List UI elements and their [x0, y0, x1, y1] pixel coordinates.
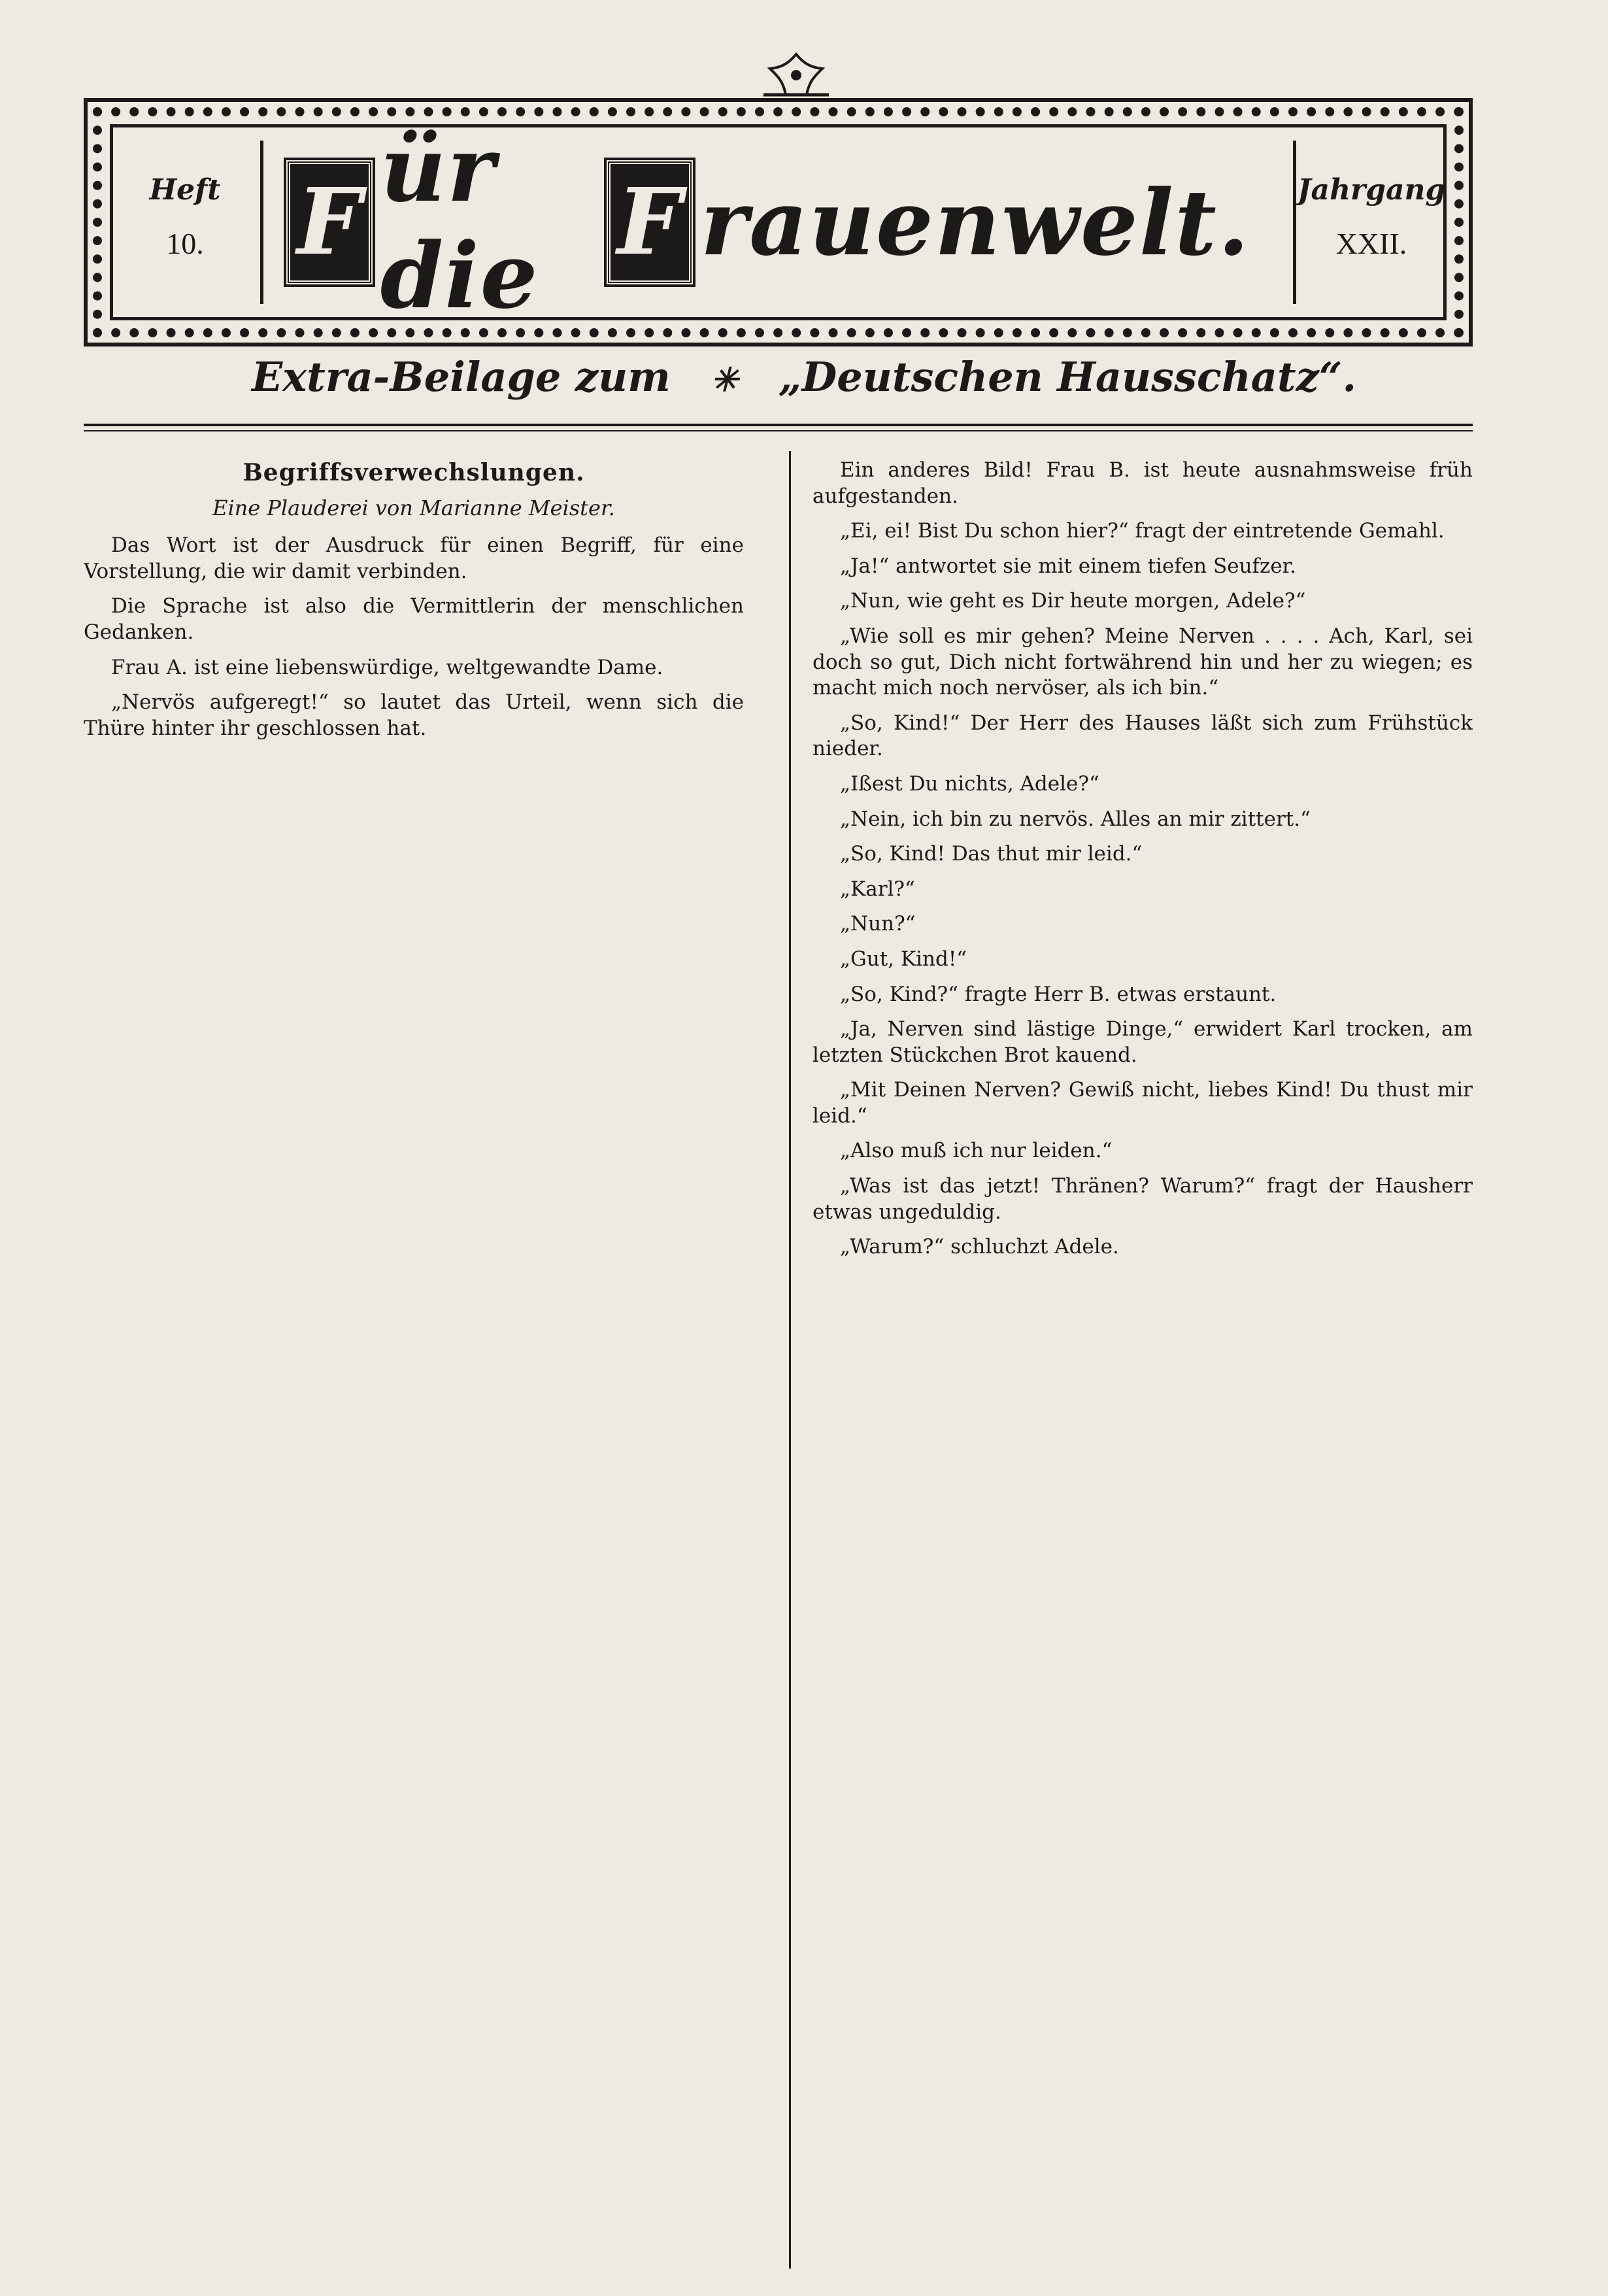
left-column-text [84, 533, 744, 741]
paragraph: Frau A. ist eine liebenswürdige, weltgewandte Dame. [111, 655, 663, 679]
paragraph: „Gut, Kind!“ [840, 947, 967, 971]
paragraph: „Ja!“ antwortet sie mit einem tiefen Seufzer. [840, 554, 1296, 578]
title-part-2: rauenwelt. [700, 169, 1250, 276]
subtitle-right: „Deutschen Hausschatz“. [778, 353, 1357, 401]
paragraph: „Nein, ich bin zu nervös. Alles an mir zittert.“ [840, 807, 1311, 831]
paragraph: Ein anderes Bild! Frau B. ist heute ausnahmsweise früh aufgestanden. [812, 458, 1473, 508]
header-rule [84, 424, 1473, 426]
masthead [84, 98, 1473, 346]
star-ornament-icon: ✳ [711, 360, 739, 399]
crown-ornament-icon [757, 49, 835, 101]
paragraph: „So, Kind!“ Der Herr des Hauses läßt sich zum Frühstück nieder. [812, 711, 1473, 761]
paragraph: Das Wort ist der Ausdruck für einen Begriff, für eine Vorstellung, die wir damit verbinden. [84, 533, 744, 583]
volume-box [1293, 141, 1447, 304]
volume-label: Jahrgang [1297, 173, 1446, 207]
paragraph: „So, Kind! Das thut mir leid.“ [840, 842, 1143, 866]
column-divider [789, 451, 791, 2269]
masthead-subtitle [0, 353, 1608, 401]
issue-label: Heft [149, 173, 221, 207]
right-column-text [812, 458, 1473, 1260]
volume-number: XXII. [1335, 227, 1407, 260]
paragraph: „Was ist das jetzt! Thränen? Warum?“ fragt der Hausherr etwas ungeduldig. [812, 1174, 1473, 1224]
article-title: Begriffsverwechslungen. [243, 459, 585, 486]
right-column [812, 458, 1473, 2236]
subtitle-left: Extra-Beilage zum [251, 353, 671, 401]
left-column [84, 458, 744, 2236]
title-initial-2: F [607, 160, 693, 284]
issue-number-box [110, 141, 263, 304]
title-part-1: ür die [380, 116, 539, 329]
paragraph: „Nun?“ [840, 912, 916, 936]
paragraph: „Wie soll es mir gehen? Meine Nerven . . . . Ach, Karl, sei doch so gut, Dich nicht fortwährend hin und her zu wiegen; es macht mich noch nervöser, als ich bin.“ [812, 624, 1473, 700]
paragraph: „Warum?“ schluchzt Adele. [840, 1235, 1119, 1259]
article-byline: Eine Plauderei von Marianne Meister. [212, 495, 615, 520]
paragraph: „Ei, ei! Bist Du schon hier?“ fragt der eintretende Gemahl. [840, 519, 1445, 543]
issue-number: 10. [166, 227, 204, 260]
paragraph: „Mit Deinen Nerven? Gewiß nicht, liebes Kind! Du thust mir leid.“ [812, 1078, 1473, 1128]
paragraph: „Nun, wie geht es Dir heute morgen, Adele?“ [840, 589, 1306, 613]
title-initial-1: F [286, 160, 373, 284]
masthead-title [286, 116, 1270, 329]
header-rule-thin [84, 430, 1473, 431]
paragraph: „Karl?“ [840, 877, 915, 901]
paragraph: „Ißest Du nichts, Adele?“ [840, 771, 1099, 796]
paragraph: „Nervös aufgeregt!“ so lautet das Urteil, wenn sich die Thüre hinter ihr geschlossen hat. [84, 690, 744, 740]
paragraph: „Ja, Nerven sind lästige Dinge,“ erwidert Karl trocken, am letzten Stückchen Brot kauend. [812, 1017, 1473, 1067]
paragraph: „So, Kind?“ fragte Herr B. etwas erstaunt. [840, 982, 1277, 1006]
paragraph: Die Sprache ist also die Vermittlerin der menschlichen Gedanken. [84, 594, 744, 644]
paragraph: „Also muß ich nur leiden.“ [840, 1139, 1113, 1163]
